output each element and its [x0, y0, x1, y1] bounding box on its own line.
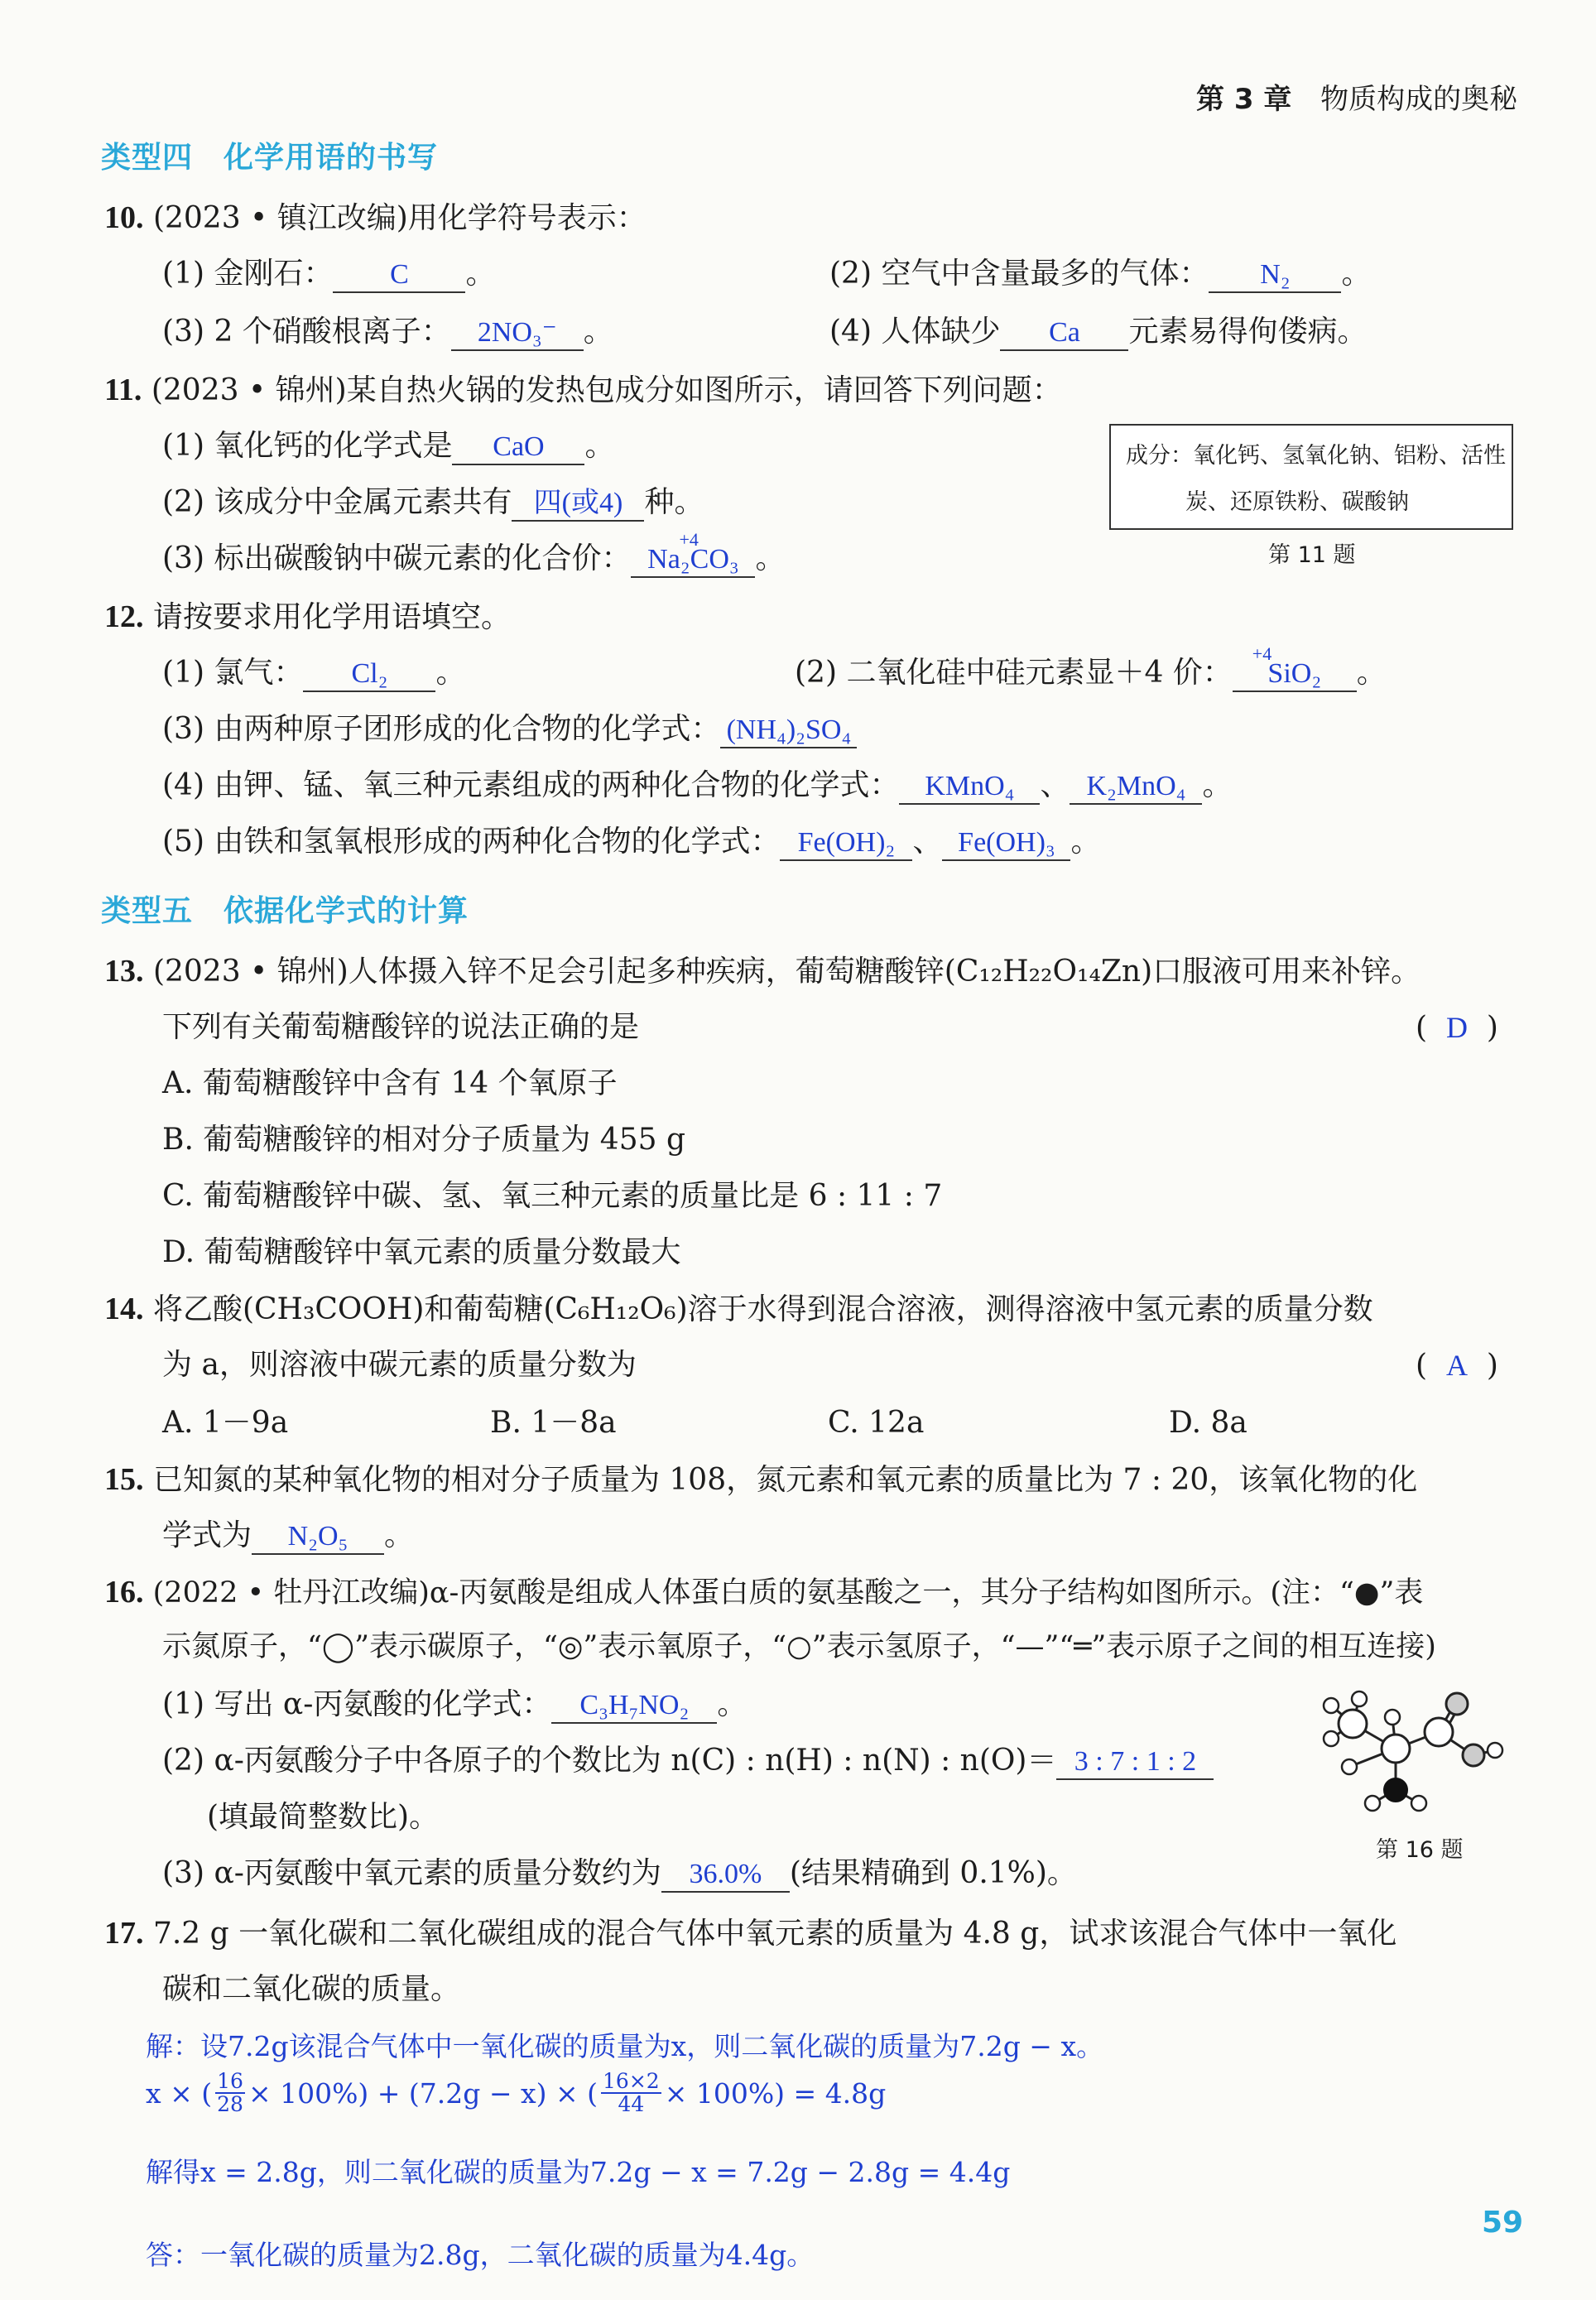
q14-stem: 14. 将乙酸(CH₃COOH)和葡萄糖(C₆H₁₂O₆)溶于水得到混合溶液，测得溶液中氢元素的质量分数	[104, 1292, 1373, 1326]
carbon-atom	[1382, 1735, 1410, 1763]
q16-part2-note: (填最简整数比)。	[207, 1800, 440, 1834]
molecule-diagram	[1316, 1681, 1523, 1813]
q10-part2: (2) 空气中含量最多的气体： N₂ 。	[829, 255, 1371, 293]
answer-blank: 四(或4)	[512, 487, 644, 522]
oxygen-atom	[1463, 1744, 1484, 1766]
answer-blank: N₂	[1209, 258, 1341, 293]
q12-part4: (4) 由钾、锰、氧三种元素组成的两种化合物的化学式： KMnO₄ 、 K₂MnO₄ 。	[162, 767, 1232, 805]
hydrogen-atom	[1342, 1759, 1357, 1774]
q14-stem-line2: 为 a，则溶液中碳元素的质量分数为	[162, 1348, 637, 1382]
hydrogen-atom	[1352, 1691, 1367, 1706]
valence-mark: +4	[679, 529, 699, 550]
answer-blank: KMnO₄	[899, 770, 1040, 805]
answer-blank: Cl₂	[303, 657, 435, 692]
q15-stem: 15. 已知氮的某种氧化物的相对分子质量为 108，氮元素和氧元素的质量比为 7 : 20，该氧化物的化	[104, 1462, 1418, 1497]
ingredient-box: 成分：氧化钙、氢氧化钠、铝粉、活性 炭、还原铁粉、碳酸钠	[1109, 424, 1513, 530]
chapter-header	[1196, 76, 1517, 117]
q12-part2: (2) 二氧化硅中硅元素显＋4 价： +4 SiO₂ 。	[795, 654, 1387, 692]
q16-stem-line2: 示氮原子，“◯”表示碳原子，“◎”表示氧原子，“○”表示氢原子，“—”“═”表示原子之间的相互连接)	[162, 1630, 1436, 1663]
fraction: $\frac{16}{28}$	[217, 2069, 243, 2116]
q12-part1: (1) 氯气： Cl₂ 。	[162, 654, 465, 692]
hydrogen-atom	[1385, 1710, 1400, 1725]
answer-blank: +4 SiO₂	[1233, 657, 1357, 692]
answer-blank: C	[333, 258, 465, 293]
answer-blank: Ca	[1000, 316, 1128, 351]
q11-part3: (3) 标出碳酸钠中碳元素的化合价： +4 Na₂CO₃ 。	[162, 540, 785, 578]
solution-line-3: 解得x = 2.8g，则二氧化碳的质量为7.2g − x = 7.2g − 2.8g = 4.4g	[146, 2156, 1011, 2188]
answer-blank: K₂MnO₄	[1070, 770, 1202, 805]
answer-blank: Fe(OH)₃	[942, 826, 1070, 861]
hydrogen-atom	[1324, 1731, 1339, 1746]
q17-stem: 17. 7.2 g 一氧化碳和二氧化碳组成的混合气体中氧元素的质量为 4.8 g，试求该混合气体中一氧化	[104, 1916, 1397, 1951]
q14-option-d: D. 8a	[1169, 1406, 1247, 1440]
solution-equation: x × ( $\frac{16}{28}$ × 100%) + (7.2g − x) × ( $\frac{16\times 2}{44}$ × 100%) = 4.8g	[146, 2069, 887, 2116]
q14-option-b: B. 1－8a	[490, 1406, 617, 1440]
q11-part1: (1) 氧化钙的化学式是 CaO 。	[162, 427, 614, 465]
q14-option-a: A. 1－9a	[162, 1406, 289, 1440]
answer-blank: Fe(OH)₂	[780, 826, 912, 861]
q16-part3: (3) α-丙氨酸中氧元素的质量分数约为 36.0% (结果精确到 0.1%)。	[162, 1855, 1077, 1893]
hydrogen-atom	[1365, 1796, 1380, 1811]
q11-part2: (2) 该成分中金属元素共有 四(或4) 种。	[162, 484, 704, 522]
q13-option-c: C. 葡萄糖酸锌中碳、氢、氧三种元素的质量比是 6 : 11 : 7	[162, 1179, 943, 1213]
answer-blank: CaO	[452, 431, 584, 465]
chapter-number: 第 3 章	[1196, 83, 1292, 116]
solution-line-1: 解：设7.2g该混合气体中一氧化碳的质量为x，则二氧化碳的质量为7.2g − x。	[146, 2030, 1104, 2062]
chapter-title: 物质构成的奥秘	[1320, 83, 1518, 116]
answer-blank: 3 : 7 : 1 : 2	[1056, 1745, 1214, 1780]
nitrogen-atom	[1384, 1778, 1407, 1802]
q12-part3: (3) 由两种原子团形成的化合物的化学式： (NH₄)₂SO₄	[162, 710, 857, 748]
q13-answer: ( D )	[1416, 1011, 1498, 1045]
answer-blank: (NH₄)₂SO₄	[720, 714, 857, 748]
q13-stem: 13. (2023 • 锦州)人体摄入锌不足会引起多种疾病，葡萄糖酸锌(C₁₂H₂₂O₁₄Zn)口服液可用来补锌。	[104, 954, 1421, 989]
carbon-atom	[1339, 1710, 1367, 1738]
oxygen-atom	[1446, 1693, 1468, 1715]
q15-stem-line2: 学式为 N₂O₅ 。	[162, 1517, 414, 1555]
figure-caption-11: 第 11 题	[1268, 542, 1356, 568]
q10-stem: 10. (2023 • 镇江改编)用化学符号表示：	[104, 200, 647, 235]
q10-part4: (4) 人体缺少 Ca 元素易得佝偻病。	[829, 313, 1367, 351]
q17-stem-line2: 碳和二氧化碳的质量。	[162, 1972, 461, 2006]
q16-part1: (1) 写出 α-丙氨酸的化学式： C₃H₇NO₂ 。	[162, 1686, 747, 1724]
q12-part5: (5) 由铁和氢氧根形成的两种化合物的化学式： Fe(OH)₂ 、 Fe(OH)₃ 。	[162, 823, 1100, 861]
answer-blank: +4 Na₂CO₃	[631, 543, 755, 578]
solution-answer: 答：一氧化碳的质量为2.8g，二氧化碳的质量为4.4g。	[146, 2239, 815, 2271]
answer-blank: 36.0%	[661, 1858, 790, 1893]
q10-part3: (3) 2 个硝酸根离子： 2NO₃⁻ 。	[162, 313, 613, 351]
section-title-4: 类型四 化学用语的书写	[101, 141, 439, 175]
hydrogen-atom	[1411, 1796, 1426, 1811]
carbon-atom	[1425, 1718, 1453, 1746]
figure-caption-16: 第 16 题	[1376, 1837, 1464, 1863]
q16-part2: (2) α-丙氨酸分子中各原子的个数比为 n(C) : n(H) : n(N) : n(O)＝ 3 : 7 : 1 : 2	[162, 1742, 1214, 1780]
q12-stem: 12. 请按要求用化学用语填空。	[104, 599, 511, 634]
fraction: $\frac{16\times 2}{44}$	[603, 2069, 660, 2116]
q13-option-b: B. 葡萄糖酸锌的相对分子质量为 455 g	[162, 1123, 685, 1157]
page-number: 59	[1482, 2206, 1524, 2240]
q11-stem: 11. (2023 • 锦州)某自热火锅的发热包成分如图所示，请回答下列问题：	[104, 373, 1062, 407]
valence-mark: +4	[1252, 643, 1272, 664]
q16-stem: 16. (2022 • 牡丹江改编)α-丙氨酸是组成人体蛋白质的氨基酸之一，其分子结构如图所示。(注：“●”表	[104, 1575, 1424, 1610]
hydrogen-atom	[1488, 1743, 1502, 1758]
section-title-5: 类型五 依据化学式的计算	[101, 894, 469, 928]
q14-answer: ( A )	[1416, 1349, 1498, 1383]
hydrogen-atom	[1324, 1698, 1339, 1713]
q14-option-c: C. 12a	[828, 1406, 925, 1440]
q13-option-a: A. 葡萄糖酸锌中含有 14 个氧原子	[162, 1066, 618, 1100]
answer-blank: C₃H₇NO₂	[551, 1689, 717, 1724]
q10-part1: (1) 金刚石： C 。	[162, 255, 495, 293]
q13-stem-line2: 下列有关葡萄糖酸锌的说法正确的是	[162, 1010, 640, 1044]
q13-option-d: D. 葡萄糖酸锌中氧元素的质量分数最大	[162, 1235, 681, 1269]
answer-blank: N₂O₅	[252, 1520, 384, 1555]
answer-blank: 2NO₃⁻	[451, 316, 584, 351]
